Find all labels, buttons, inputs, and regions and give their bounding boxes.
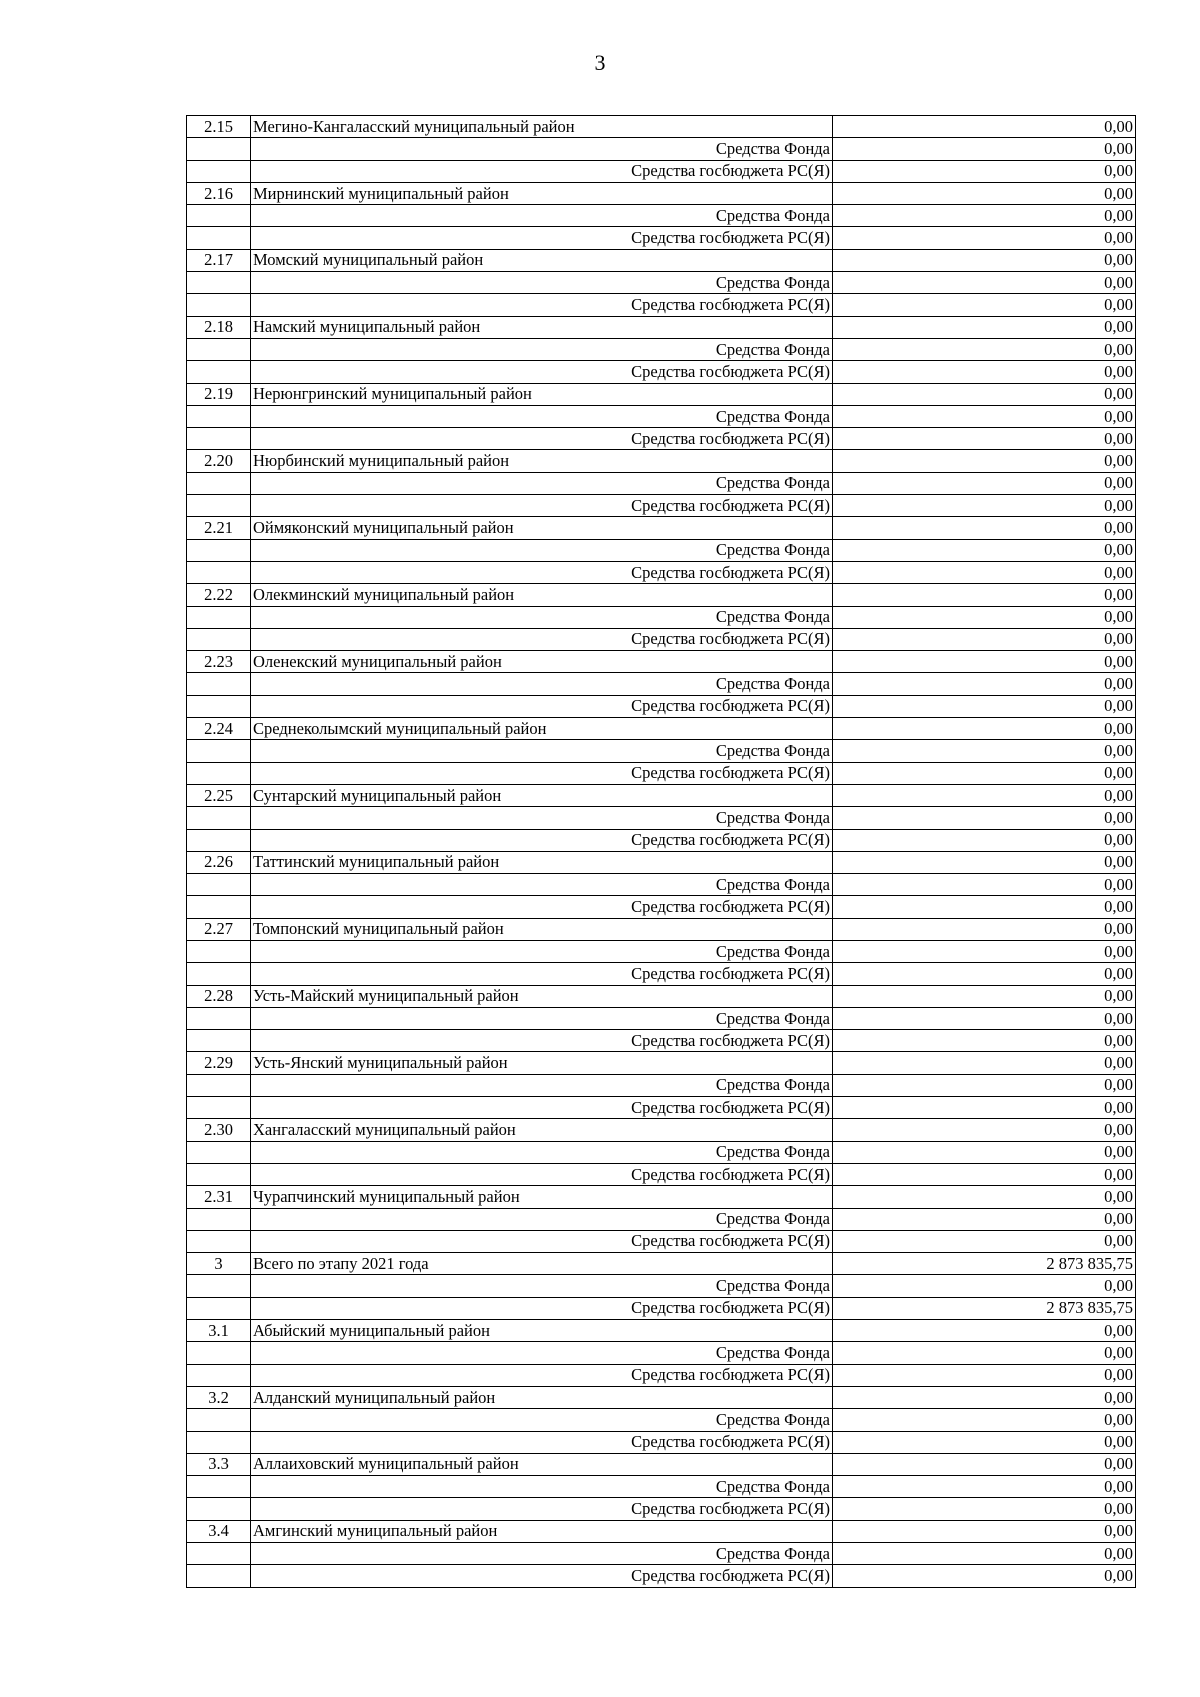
funding-source-label: Средства Фонда — [251, 1074, 833, 1096]
table-subrow — [187, 1230, 1136, 1252]
table-subrow — [187, 1364, 1136, 1386]
row-number — [187, 495, 251, 517]
row-number: 2.17 — [187, 249, 251, 271]
table-row — [187, 116, 1136, 138]
funding-source-label: Средства госбюджета РС(Я) — [251, 695, 833, 717]
row-number — [187, 1476, 251, 1498]
row-number: 3.3 — [187, 1453, 251, 1475]
row-number: 2.22 — [187, 584, 251, 606]
amount-value: 0,00 — [833, 1186, 1136, 1208]
district-name: Томпонский муниципальный район — [251, 918, 833, 940]
district-name: Мегино-Кангаласский муниципальный район — [251, 116, 833, 138]
amount-value: 0,00 — [833, 138, 1136, 160]
table-subrow — [187, 160, 1136, 182]
row-number — [187, 1208, 251, 1230]
district-name: Алданский муниципальный район — [251, 1386, 833, 1408]
amount-value: 0,00 — [833, 963, 1136, 985]
funding-source-label: Средства госбюджета РС(Я) — [251, 963, 833, 985]
district-name: Аллаиховский муниципальный район — [251, 1453, 833, 1475]
table-subrow — [187, 1498, 1136, 1520]
table-row — [187, 1119, 1136, 1141]
amount-value: 0,00 — [833, 539, 1136, 561]
table-subrow — [187, 1208, 1136, 1230]
table-row — [187, 1052, 1136, 1074]
funding-source-label: Средства госбюджета РС(Я) — [251, 762, 833, 784]
row-number — [187, 338, 251, 360]
table-row — [187, 316, 1136, 338]
table-subrow — [187, 1431, 1136, 1453]
funding-source-label: Средства Фонда — [251, 205, 833, 227]
row-number — [187, 1342, 251, 1364]
funding-source-label: Средства госбюджета РС(Я) — [251, 1230, 833, 1252]
amount-value: 0,00 — [833, 628, 1136, 650]
amount-value: 0,00 — [833, 517, 1136, 539]
row-number: 2.26 — [187, 851, 251, 873]
table-subrow — [187, 1074, 1136, 1096]
table-row — [187, 918, 1136, 940]
table-subrow — [187, 628, 1136, 650]
row-number: 2.20 — [187, 450, 251, 472]
row-number: 2.23 — [187, 651, 251, 673]
amount-value: 0,00 — [833, 1052, 1136, 1074]
row-number — [187, 428, 251, 450]
row-number — [187, 695, 251, 717]
funding-source-label: Средства Фонда — [251, 405, 833, 427]
table-subrow — [187, 1476, 1136, 1498]
row-number — [187, 272, 251, 294]
row-number: 3.1 — [187, 1320, 251, 1342]
amount-value: 0,00 — [833, 673, 1136, 695]
table-row — [187, 249, 1136, 271]
amount-value: 0,00 — [833, 1342, 1136, 1364]
table-subrow — [187, 138, 1136, 160]
table-row — [187, 182, 1136, 204]
funding-source-label: Средства госбюджета РС(Я) — [251, 896, 833, 918]
funding-source-label: Средства госбюджета РС(Я) — [251, 428, 833, 450]
row-number: 2.29 — [187, 1052, 251, 1074]
row-number — [187, 673, 251, 695]
amount-value: 0,00 — [833, 718, 1136, 740]
funding-source-label: Средства Фонда — [251, 472, 833, 494]
amount-value: 0,00 — [833, 918, 1136, 940]
amount-value: 0,00 — [833, 829, 1136, 851]
amount-value: 0,00 — [833, 450, 1136, 472]
amount-value: 0,00 — [833, 383, 1136, 405]
table-subrow — [187, 896, 1136, 918]
table-subrow — [187, 405, 1136, 427]
row-number: 2.28 — [187, 985, 251, 1007]
table-subrow — [187, 807, 1136, 829]
funding-source-label: Средства Фонда — [251, 539, 833, 561]
table-subrow — [187, 1007, 1136, 1029]
table-row — [187, 450, 1136, 472]
amount-value: 0,00 — [833, 1364, 1136, 1386]
funding-source-label: Средства госбюджета РС(Я) — [251, 1565, 833, 1587]
amount-value: 0,00 — [833, 294, 1136, 316]
amount-value: 0,00 — [833, 1208, 1136, 1230]
table-subrow — [187, 1543, 1136, 1565]
budget-table — [186, 115, 1136, 1588]
funding-source-label: Средства госбюджета РС(Я) — [251, 227, 833, 249]
funding-source-label: Средства госбюджета РС(Я) — [251, 1364, 833, 1386]
district-name: Усть-Майский муниципальный район — [251, 985, 833, 1007]
row-number — [187, 940, 251, 962]
district-name: Олекминский муниципальный район — [251, 584, 833, 606]
amount-value: 0,00 — [833, 1476, 1136, 1498]
budget-table-body — [187, 116, 1136, 1588]
row-number — [187, 1163, 251, 1185]
row-number — [187, 1097, 251, 1119]
table-subrow — [187, 294, 1136, 316]
amount-value: 0,00 — [833, 205, 1136, 227]
funding-source-label: Средства Фонда — [251, 1409, 833, 1431]
row-number: 2.16 — [187, 182, 251, 204]
row-number — [187, 361, 251, 383]
table-subrow — [187, 606, 1136, 628]
amount-value: 2 873 835,75 — [833, 1253, 1136, 1275]
row-number: 2.30 — [187, 1119, 251, 1141]
table-row — [187, 1320, 1136, 1342]
table-row — [187, 383, 1136, 405]
district-name: Абыйский муниципальный район — [251, 1320, 833, 1342]
amount-value: 0,00 — [833, 272, 1136, 294]
funding-source-label: Средства Фонда — [251, 1141, 833, 1163]
funding-source-label: Средства Фонда — [251, 673, 833, 695]
table-row — [187, 584, 1136, 606]
row-number — [187, 1297, 251, 1319]
table-subrow — [187, 740, 1136, 762]
district-name: Хангаласский муниципальный район — [251, 1119, 833, 1141]
amount-value: 0,00 — [833, 606, 1136, 628]
table-row — [187, 985, 1136, 1007]
district-name: Оймяконский муниципальный район — [251, 517, 833, 539]
district-name: Нюрбинский муниципальный район — [251, 450, 833, 472]
table-subrow — [187, 829, 1136, 851]
row-number — [187, 138, 251, 160]
district-name: Усть-Янский муниципальный район — [251, 1052, 833, 1074]
amount-value: 0,00 — [833, 695, 1136, 717]
amount-value: 0,00 — [833, 740, 1136, 762]
district-name: Среднеколымский муниципальный район — [251, 718, 833, 740]
amount-value: 0,00 — [833, 495, 1136, 517]
amount-value: 0,00 — [833, 784, 1136, 806]
table-subrow — [187, 1097, 1136, 1119]
amount-value: 0,00 — [833, 896, 1136, 918]
table-subrow — [187, 1565, 1136, 1587]
row-number — [187, 762, 251, 784]
amount-value: 0,00 — [833, 1453, 1136, 1475]
table-subrow — [187, 428, 1136, 450]
funding-source-label: Средства Фонда — [251, 1476, 833, 1498]
table-subrow — [187, 539, 1136, 561]
funding-source-label: Средства Фонда — [251, 1007, 833, 1029]
district-name: Нерюнгринский муниципальный район — [251, 383, 833, 405]
funding-source-label: Средства госбюджета РС(Я) — [251, 160, 833, 182]
row-number — [187, 205, 251, 227]
district-name: Таттинский муниципальный район — [251, 851, 833, 873]
funding-source-label: Средства Фонда — [251, 272, 833, 294]
amount-value: 0,00 — [833, 1543, 1136, 1565]
row-number — [187, 227, 251, 249]
amount-value: 0,00 — [833, 851, 1136, 873]
district-name: Намский муниципальный район — [251, 316, 833, 338]
amount-value: 0,00 — [833, 472, 1136, 494]
amount-value: 0,00 — [833, 1163, 1136, 1185]
funding-source-label: Средства Фонда — [251, 874, 833, 896]
table-row — [187, 1253, 1136, 1275]
row-number — [187, 1230, 251, 1252]
district-name: Всего по этапу 2021 года — [251, 1253, 833, 1275]
funding-source-label: Средства госбюджета РС(Я) — [251, 294, 833, 316]
table-subrow — [187, 1297, 1136, 1319]
amount-value: 0,00 — [833, 249, 1136, 271]
row-number: 2.21 — [187, 517, 251, 539]
funding-source-label: Средства Фонда — [251, 1208, 833, 1230]
district-name: Сунтарский муниципальный район — [251, 784, 833, 806]
table-subrow — [187, 1342, 1136, 1364]
amount-value: 0,00 — [833, 1409, 1136, 1431]
funding-source-label: Средства госбюджета РС(Я) — [251, 361, 833, 383]
amount-value: 0,00 — [833, 584, 1136, 606]
row-number — [187, 561, 251, 583]
amount-value: 0,00 — [833, 1230, 1136, 1252]
funding-source-label: Средства госбюджета РС(Я) — [251, 1163, 833, 1185]
table-row — [187, 1520, 1136, 1542]
amount-value: 0,00 — [833, 1275, 1136, 1297]
funding-source-label: Средства госбюджета РС(Я) — [251, 495, 833, 517]
row-number: 3.4 — [187, 1520, 251, 1542]
table-subrow — [187, 495, 1136, 517]
amount-value: 0,00 — [833, 1074, 1136, 1096]
amount-value: 0,00 — [833, 940, 1136, 962]
row-number — [187, 1498, 251, 1520]
row-number — [187, 1543, 251, 1565]
row-number — [187, 1030, 251, 1052]
table-subrow — [187, 205, 1136, 227]
amount-value: 0,00 — [833, 874, 1136, 896]
table-subrow — [187, 561, 1136, 583]
funding-source-label: Средства госбюджета РС(Я) — [251, 1297, 833, 1319]
row-number — [187, 740, 251, 762]
table-subrow — [187, 874, 1136, 896]
table-subrow — [187, 940, 1136, 962]
funding-source-label: Средства госбюджета РС(Я) — [251, 1498, 833, 1520]
table-row — [187, 1453, 1136, 1475]
row-number — [187, 472, 251, 494]
row-number: 3.2 — [187, 1386, 251, 1408]
row-number: 2.18 — [187, 316, 251, 338]
funding-source-label: Средства госбюджета РС(Я) — [251, 1431, 833, 1453]
table-subrow — [187, 338, 1136, 360]
row-number — [187, 294, 251, 316]
amount-value: 0,00 — [833, 405, 1136, 427]
amount-value: 0,00 — [833, 1565, 1136, 1587]
row-number: 2.31 — [187, 1186, 251, 1208]
table-subrow — [187, 1409, 1136, 1431]
amount-value: 0,00 — [833, 561, 1136, 583]
amount-value: 0,00 — [833, 1007, 1136, 1029]
amount-value: 0,00 — [833, 1520, 1136, 1542]
district-name: Момский муниципальный район — [251, 249, 833, 271]
row-number — [187, 829, 251, 851]
amount-value: 0,00 — [833, 338, 1136, 360]
row-number — [187, 1141, 251, 1163]
table-row — [187, 517, 1136, 539]
amount-value: 0,00 — [833, 428, 1136, 450]
funding-source-label: Средства госбюджета РС(Я) — [251, 829, 833, 851]
amount-value: 0,00 — [833, 316, 1136, 338]
funding-source-label: Средства Фонда — [251, 1275, 833, 1297]
table-subrow — [187, 673, 1136, 695]
amount-value: 0,00 — [833, 227, 1136, 249]
amount-value: 0,00 — [833, 1097, 1136, 1119]
row-number: 2.15 — [187, 116, 251, 138]
row-number — [187, 963, 251, 985]
amount-value: 0,00 — [833, 182, 1136, 204]
amount-value: 0,00 — [833, 1119, 1136, 1141]
amount-value: 0,00 — [833, 1386, 1136, 1408]
row-number — [187, 1007, 251, 1029]
row-number: 2.19 — [187, 383, 251, 405]
amount-value: 0,00 — [833, 116, 1136, 138]
table-subrow — [187, 361, 1136, 383]
row-number — [187, 896, 251, 918]
table-subrow — [187, 762, 1136, 784]
table-subrow — [187, 695, 1136, 717]
amount-value: 0,00 — [833, 1320, 1136, 1342]
row-number — [187, 1409, 251, 1431]
funding-source-label: Средства Фонда — [251, 1543, 833, 1565]
funding-source-label: Средства Фонда — [251, 606, 833, 628]
funding-source-label: Средства Фонда — [251, 1342, 833, 1364]
amount-value: 0,00 — [833, 1498, 1136, 1520]
table-subrow — [187, 227, 1136, 249]
table-subrow — [187, 1163, 1136, 1185]
amount-value: 0,00 — [833, 807, 1136, 829]
district-name: Амгинский муниципальный район — [251, 1520, 833, 1542]
row-number — [187, 1074, 251, 1096]
row-number: 2.24 — [187, 718, 251, 740]
row-number: 2.27 — [187, 918, 251, 940]
row-number — [187, 1364, 251, 1386]
row-number — [187, 1431, 251, 1453]
table-subrow — [187, 1275, 1136, 1297]
page-number: 3 — [594, 50, 606, 75]
row-number — [187, 874, 251, 896]
row-number — [187, 405, 251, 427]
table-subrow — [187, 272, 1136, 294]
amount-value: 2 873 835,75 — [833, 1297, 1136, 1319]
amount-value: 0,00 — [833, 985, 1136, 1007]
amount-value: 0,00 — [833, 160, 1136, 182]
funding-source-label: Средства Фонда — [251, 138, 833, 160]
row-number — [187, 807, 251, 829]
table-subrow — [187, 1141, 1136, 1163]
amount-value: 0,00 — [833, 1431, 1136, 1453]
amount-value: 0,00 — [833, 1141, 1136, 1163]
row-number — [187, 1565, 251, 1587]
row-number — [187, 606, 251, 628]
amount-value: 0,00 — [833, 651, 1136, 673]
funding-source-label: Средства госбюджета РС(Я) — [251, 1030, 833, 1052]
table-row — [187, 784, 1136, 806]
table-row — [187, 718, 1136, 740]
amount-value: 0,00 — [833, 1030, 1136, 1052]
table-row — [187, 651, 1136, 673]
amount-value: 0,00 — [833, 361, 1136, 383]
table-row — [187, 1186, 1136, 1208]
funding-source-label: Средства госбюджета РС(Я) — [251, 1097, 833, 1119]
funding-source-label: Средства госбюджета РС(Я) — [251, 561, 833, 583]
district-name: Мирнинский муниципальный район — [251, 182, 833, 204]
table-subrow — [187, 963, 1136, 985]
row-number: 2.25 — [187, 784, 251, 806]
table-row — [187, 851, 1136, 873]
table-subrow — [187, 472, 1136, 494]
row-number — [187, 628, 251, 650]
funding-source-label: Средства Фонда — [251, 338, 833, 360]
row-number: 3 — [187, 1253, 251, 1275]
row-number — [187, 1275, 251, 1297]
funding-source-label: Средства госбюджета РС(Я) — [251, 628, 833, 650]
amount-value: 0,00 — [833, 762, 1136, 784]
district-name: Чурапчинский муниципальный район — [251, 1186, 833, 1208]
table-subrow — [187, 1030, 1136, 1052]
funding-source-label: Средства Фонда — [251, 740, 833, 762]
funding-source-label: Средства Фонда — [251, 940, 833, 962]
funding-source-label: Средства Фонда — [251, 807, 833, 829]
row-number — [187, 160, 251, 182]
table-row — [187, 1386, 1136, 1408]
row-number — [187, 539, 251, 561]
district-name: Оленекский муниципальный район — [251, 651, 833, 673]
